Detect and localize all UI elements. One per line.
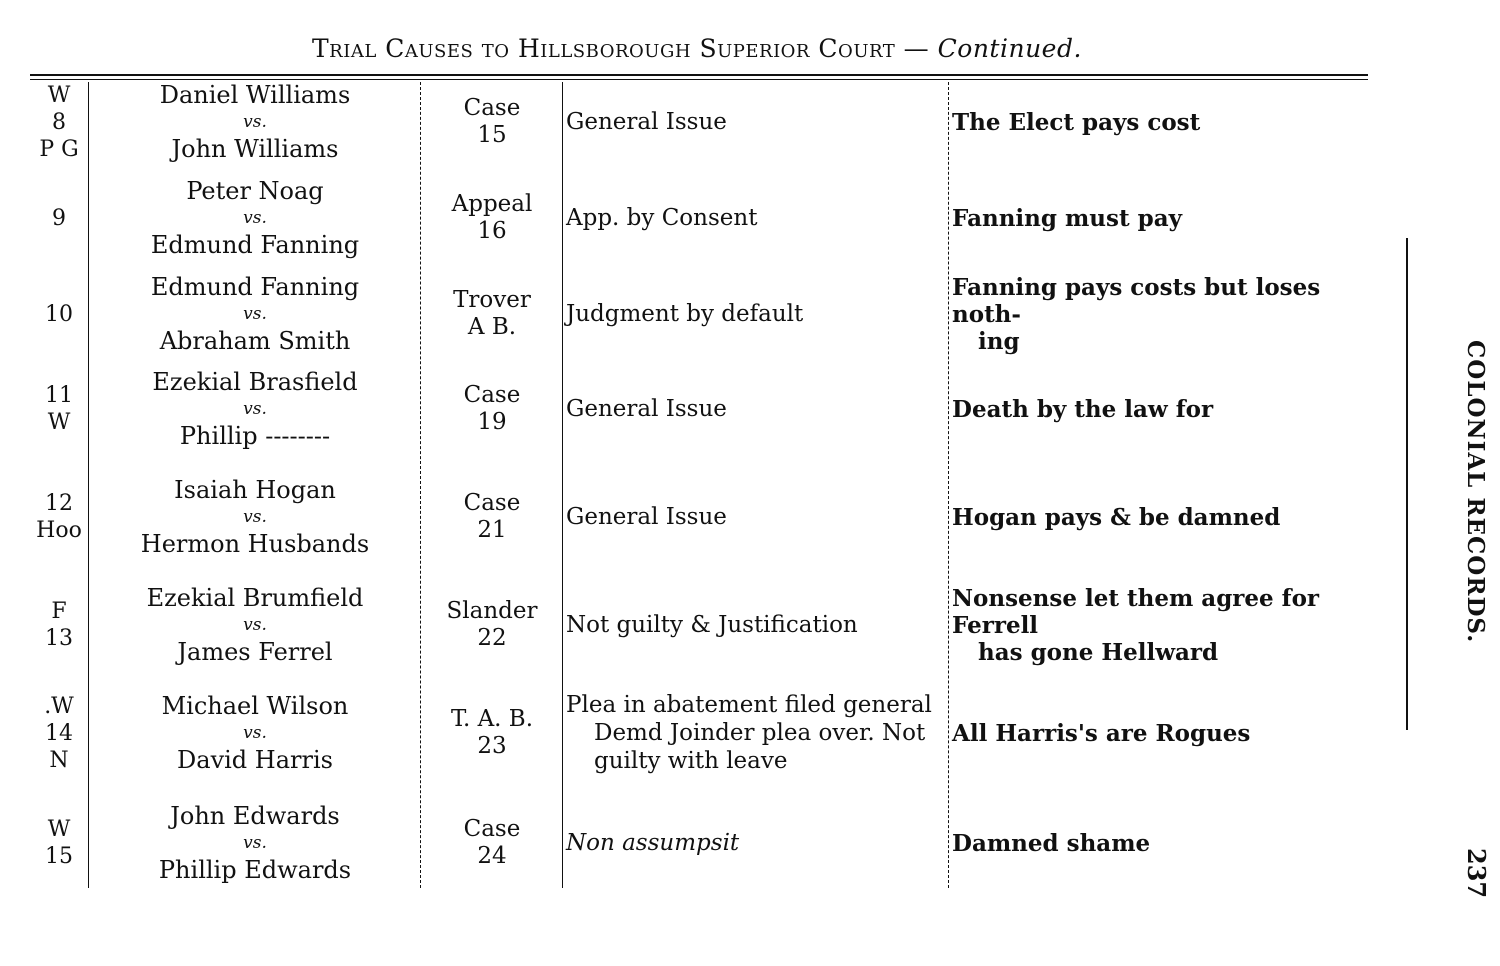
parties <box>90 692 420 774</box>
table-row <box>30 802 1370 884</box>
defendant: David Harris <box>177 745 333 774</box>
plaintiff: Daniel Williams <box>159 80 351 109</box>
action-type: Slander 22 <box>446 598 538 651</box>
judgment: Damned shame <box>952 829 1151 857</box>
plaintiff: Ezekial Brasfield <box>152 367 358 396</box>
case-number: 23 <box>477 733 507 759</box>
action-type: Appeal 16 <box>451 191 533 244</box>
parties <box>90 274 420 354</box>
case-number: 21 <box>477 517 507 543</box>
action-type: T. A. B. 23 <box>450 706 534 759</box>
judgment: Death by the law for <box>952 395 1214 423</box>
case-number: 22 <box>477 625 507 651</box>
header-rule-upper <box>30 74 1368 76</box>
table-row <box>30 692 1370 774</box>
defendant: Hermon Husbands <box>140 529 370 558</box>
parties <box>90 476 420 558</box>
table-row <box>30 274 1370 354</box>
table-row <box>30 584 1370 666</box>
defendant: John Williams <box>171 134 339 163</box>
action-type: Case 24 <box>463 816 521 869</box>
defendant: Edmund Fanning <box>150 230 360 259</box>
docket-mark: F 13 <box>45 599 73 651</box>
page-title <box>312 34 1082 63</box>
judgment: Nonsense let them agree for Ferrell has gone Hellward <box>952 584 1320 666</box>
versus: vs. <box>243 832 267 853</box>
docket-mark: 9 <box>52 205 66 231</box>
defendant: Abraham Smith <box>159 326 351 355</box>
page-title-continued: Continued. <box>937 34 1082 63</box>
case-number: 16 <box>477 218 507 244</box>
judgment: Fanning pays costs but loses noth- ing <box>952 273 1321 355</box>
defendant: Phillip -------- <box>179 421 331 450</box>
action-type: Case 19 <box>463 382 521 435</box>
page-title-dash: — <box>895 34 938 63</box>
versus: vs. <box>243 506 267 527</box>
plea: Non assumpsit <box>566 830 740 856</box>
page-number: 237 <box>1462 848 1491 899</box>
plaintiff: Edmund Fanning <box>150 272 360 301</box>
parties <box>90 584 420 666</box>
plaintiff: Michael Wilson <box>161 691 349 720</box>
versus: vs. <box>243 722 267 743</box>
judgment: All Harris's are Rogues <box>952 719 1251 747</box>
table-row <box>30 178 1370 258</box>
parties <box>90 178 420 258</box>
action-type: Trover A B. <box>453 287 531 340</box>
plaintiff: Isaiah Hogan <box>174 475 336 504</box>
plaintiff: Peter Noag <box>186 176 324 205</box>
docket-mark: 10 <box>45 301 73 327</box>
plea: Not guilty & Justification <box>566 612 858 638</box>
table-row <box>30 476 1370 558</box>
case-number: 15 <box>477 122 507 148</box>
parties <box>90 368 420 450</box>
running-title: COLONIAL RECORDS. <box>1462 340 1489 644</box>
judgment: Hogan pays & be damned <box>952 503 1281 531</box>
plea: General Issue <box>566 109 727 135</box>
parties <box>90 802 420 884</box>
defendant: Phillip Edwards <box>158 855 352 884</box>
plea: Judgment by default <box>566 301 804 327</box>
header-rule-lower <box>30 79 1368 80</box>
versus: vs. <box>243 207 267 228</box>
plea: General Issue <box>566 396 727 422</box>
judgment: The Elect pays cost <box>952 108 1201 136</box>
case-number: 19 <box>477 409 507 435</box>
case-number: 24 <box>477 843 507 869</box>
docket-mark: .W 14 N <box>44 693 74 773</box>
case-number: A B. <box>467 314 517 340</box>
defendant: James Ferrel <box>177 637 333 666</box>
versus: vs. <box>243 398 267 419</box>
docket-mark: W 15 <box>45 817 73 869</box>
page-title-main: Trial Causes to Hillsborough Superior Court <box>312 34 896 63</box>
plaintiff: John Edwards <box>170 801 340 830</box>
versus: vs. <box>243 303 267 324</box>
judgment: Fanning must pay <box>952 204 1182 232</box>
plaintiff: Ezekial Brumfield <box>146 583 364 612</box>
plea: General Issue <box>566 504 727 530</box>
table-row <box>30 82 1370 162</box>
parties <box>90 82 420 162</box>
action-type: Case 21 <box>463 490 521 543</box>
side-rule <box>1406 238 1408 730</box>
versus: vs. <box>243 111 267 132</box>
action-type: Case 15 <box>463 95 521 148</box>
versus: vs. <box>243 614 267 635</box>
docket-mark: W 8 P G <box>39 82 79 162</box>
docket-mark: 11 W <box>45 383 73 435</box>
docket-mark: 12 Hoo <box>36 491 82 543</box>
table-row <box>30 368 1370 450</box>
plea: App. by Consent <box>566 205 758 231</box>
plea: Plea in abatement filed general Demd Joinder plea over. Not guilty with leave <box>566 692 932 774</box>
